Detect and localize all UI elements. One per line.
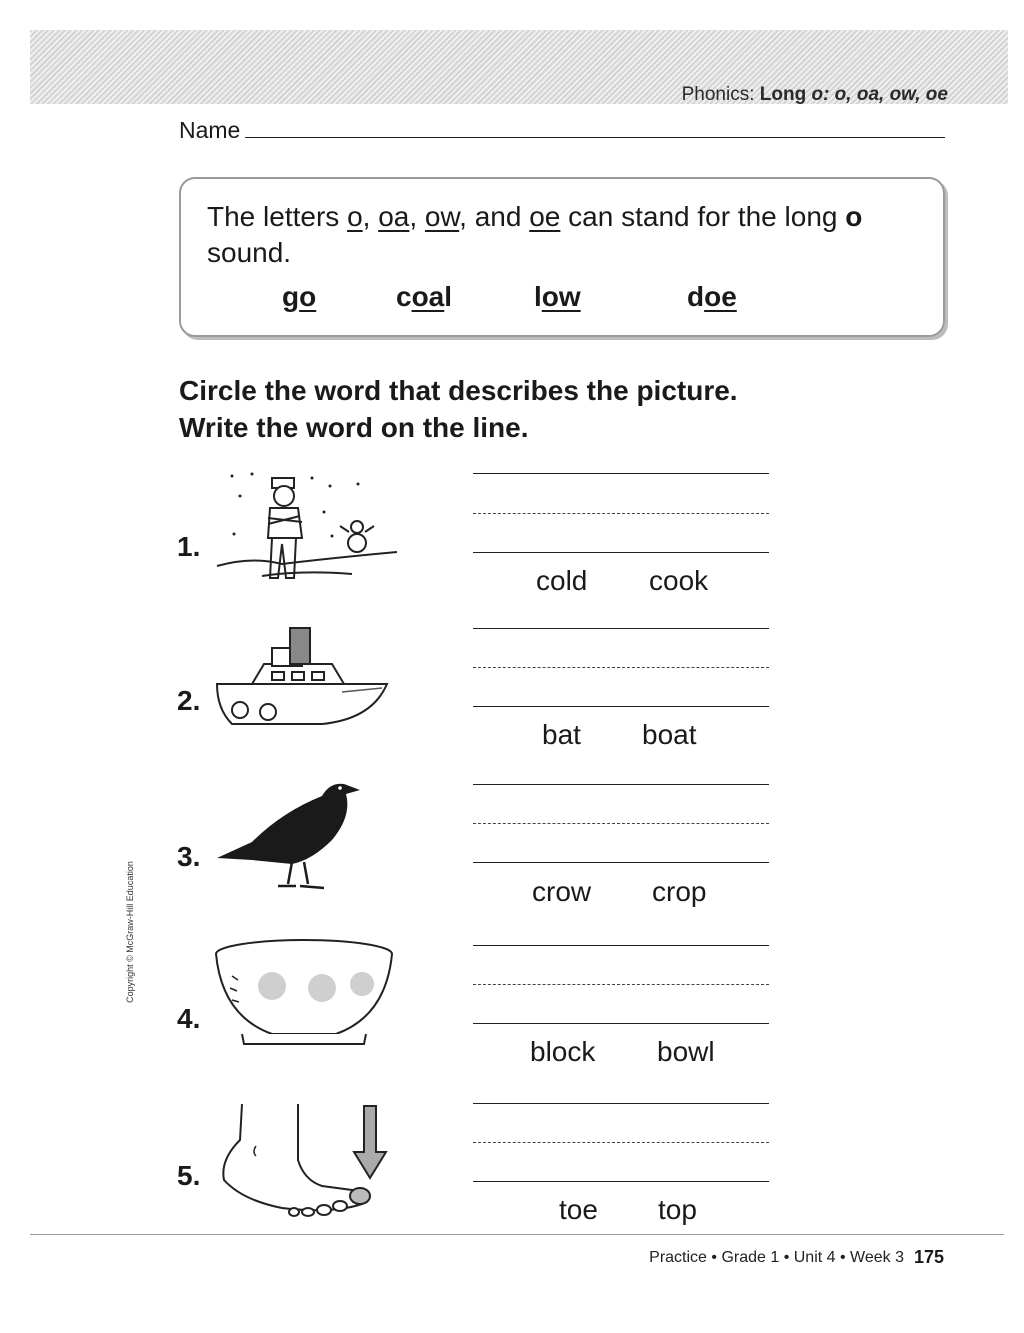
answer-line-base-4[interactable] [473,1023,769,1024]
answer-line-mid-1[interactable] [473,513,769,514]
choice-3b[interactable]: crop [652,876,707,907]
example-word-low: low [534,281,581,312]
answer-line-top-5[interactable] [473,1103,769,1104]
answer-line-base-5[interactable] [473,1181,769,1182]
choice-5b[interactable]: top [658,1194,697,1225]
choice-3a[interactable]: crow [532,876,592,907]
footer-divider [30,1234,1004,1235]
answer-line-base-1[interactable] [473,552,769,553]
answer-line-top-1[interactable] [473,473,769,474]
example-word-doe: doe [687,281,737,312]
name-field-line[interactable] [245,137,945,138]
choice-1b[interactable]: cook [649,565,709,596]
item-number-5: 5. [177,1160,201,1191]
answer-line-top-3[interactable] [473,784,769,785]
directions-line-2: Write the word on the line. [179,412,529,443]
boat-icon [212,624,392,734]
lesson-label: Phonics: Long o: o, oa, ow, oe [681,84,948,105]
cold-child-in-snow-icon [212,466,402,590]
answer-line-base-2[interactable] [473,706,769,707]
item-number-1: 1. [177,531,201,562]
rule-text: The letters o, oa, ow, and oe can stand for the long o sound. [207,201,863,268]
example-word-go: go [282,281,317,312]
item-number-4: 4. [177,1003,201,1034]
answer-line-base-3[interactable] [473,862,769,863]
example-word-coal: coal [396,281,453,312]
choice-2a[interactable]: bat [542,719,581,750]
feet-toe-arrow-icon [212,1100,392,1220]
footer-text: Practice • Grade 1 • Unit 4 • Week 3 [649,1249,904,1266]
choice-4a[interactable]: block [530,1036,596,1067]
choice-5a[interactable]: toe [559,1194,598,1225]
copyright-notice: Copyright © McGraw-Hill Education [125,861,135,1003]
answer-line-top-2[interactable] [473,628,769,629]
directions-line-1: Circle the word that describes the picture. [179,375,738,406]
choice-1a[interactable]: cold [536,565,588,596]
item-number-3: 3. [177,841,201,872]
phonics-rule-box [179,177,945,337]
crow-icon [212,776,372,894]
answer-line-mid-2[interactable] [473,667,769,668]
answer-line-mid-4[interactable] [473,984,769,985]
bowl-icon [212,936,397,1054]
choice-4b[interactable]: bowl [657,1036,715,1067]
item-number-2: 2. [177,685,201,716]
page-number: 175 [913,1247,944,1267]
answer-line-top-4[interactable] [473,945,769,946]
answer-line-mid-5[interactable] [473,1142,769,1143]
answer-line-mid-3[interactable] [473,823,769,824]
choice-2b[interactable]: boat [642,719,697,750]
name-label: Name [179,117,241,143]
directions [179,372,738,446]
